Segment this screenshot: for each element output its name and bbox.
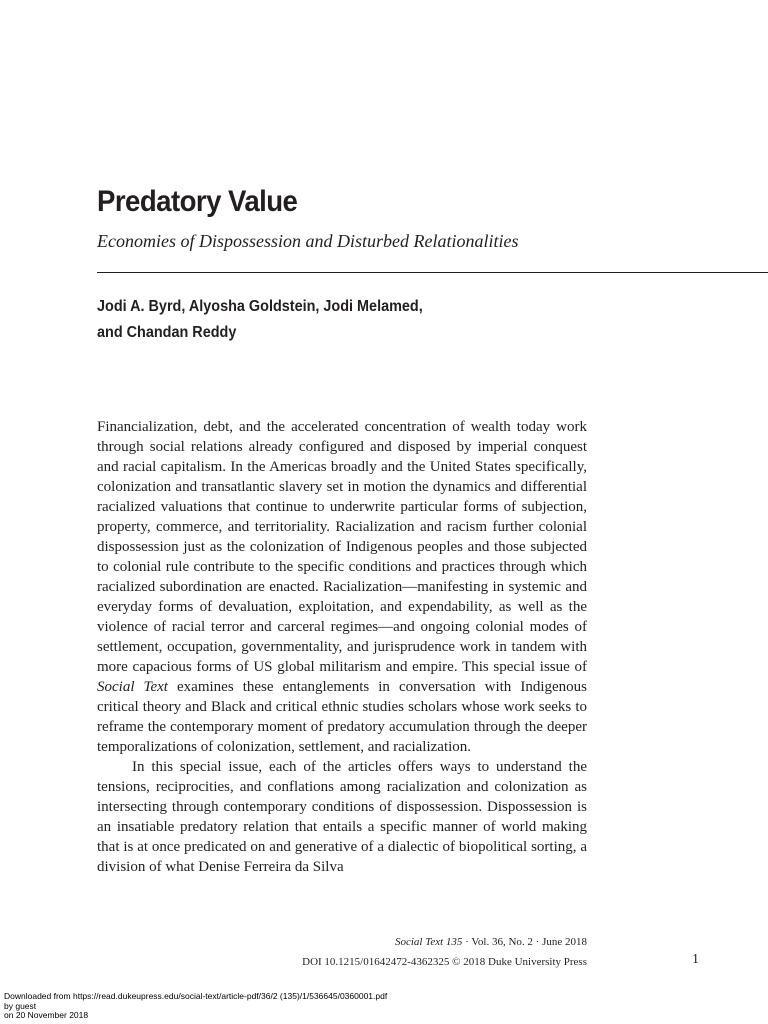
article-title: Predatory Value [97, 185, 298, 218]
authors-line-2: and Chandan Reddy [97, 324, 237, 341]
body-paragraph-2: In this special issue, each of the articles offers ways to understand the tensions, reciprocities, and conflations among racialization and colonization as intersecting through contemporary conditions of dispossession. Dispossession is an insatiable predatory relation that entails a specific manner of world making that is at once predicated on and generative of a dialectic of biopolitical sorting, a division of what Denise Ferreira da Silva [97, 759, 587, 875]
journal-name: Social Text 135 [394, 936, 463, 948]
article-body [97, 417, 587, 877]
download-date-line: on 20 November 2018 [4, 1010, 89, 1020]
article-subtitle: Economies of Dispossession and Disturbed Relationalities [97, 231, 519, 251]
doi-copyright: DOI 10.1215/01642472-4362325 © 2018 Duke University Press [302, 956, 587, 968]
journal-name-inline: Social Text [97, 679, 168, 695]
page-number: 1 [692, 952, 699, 967]
journal-issue: · Vol. 36, No. 2 · June 2018 [462, 936, 587, 948]
author-list [97, 294, 423, 346]
journal-citation [395, 935, 587, 949]
download-watermark [4, 992, 387, 1021]
body-paragraph-1 [97, 417, 587, 757]
download-url-line: Downloaded from https://read.dukeupress.edu/social-text/article-pdf/36/2 (135)/1/536645/0360001.pdf [4, 991, 388, 1001]
download-guest-line: by guest [4, 1000, 37, 1011]
paragraph-1-text-a: Financialization, debt, and the accelerated concentration of wealth today work through social relations already configured and disposed by imperial conquest and racial capitalism. In the Americas broadly and the United States specifically, colonization and transatlantic slavery set in motion the dynamics and differential racialized valuations that continue to underwrite particular forms of subjection, property, commerce, and territoriality. Racialization and racism further colonial dispossession just as the colonization of Indigenous peoples and those subjected to colonial rule contribute to the specific conditions and practices through which racialized subordination are enacted. Racialization—manifesting in systemic and everyday forms of devaluation, exploitation, and expendability, as well as the violence of racial terror and carceral regimes—and ongoing colonial modes of settlement, occupation, governmentality, and jurisprudence work in tandem with more capacious forms of US global militarism and empire. This special issue of [97, 419, 587, 675]
authors-line-1: Jodi A. Byrd, Alyosha Goldstein, Jodi Melamed, [97, 298, 423, 315]
title-rule [97, 272, 768, 273]
paragraph-1-text-b: examines these entanglements in conversation with Indigenous critical theory and Black and critical ethnic studies scholars whose work seeks to reframe the contemporary moment of predatory accumulation through the deeper temporalizations of colonization, settlement, and racialization. [97, 679, 587, 755]
